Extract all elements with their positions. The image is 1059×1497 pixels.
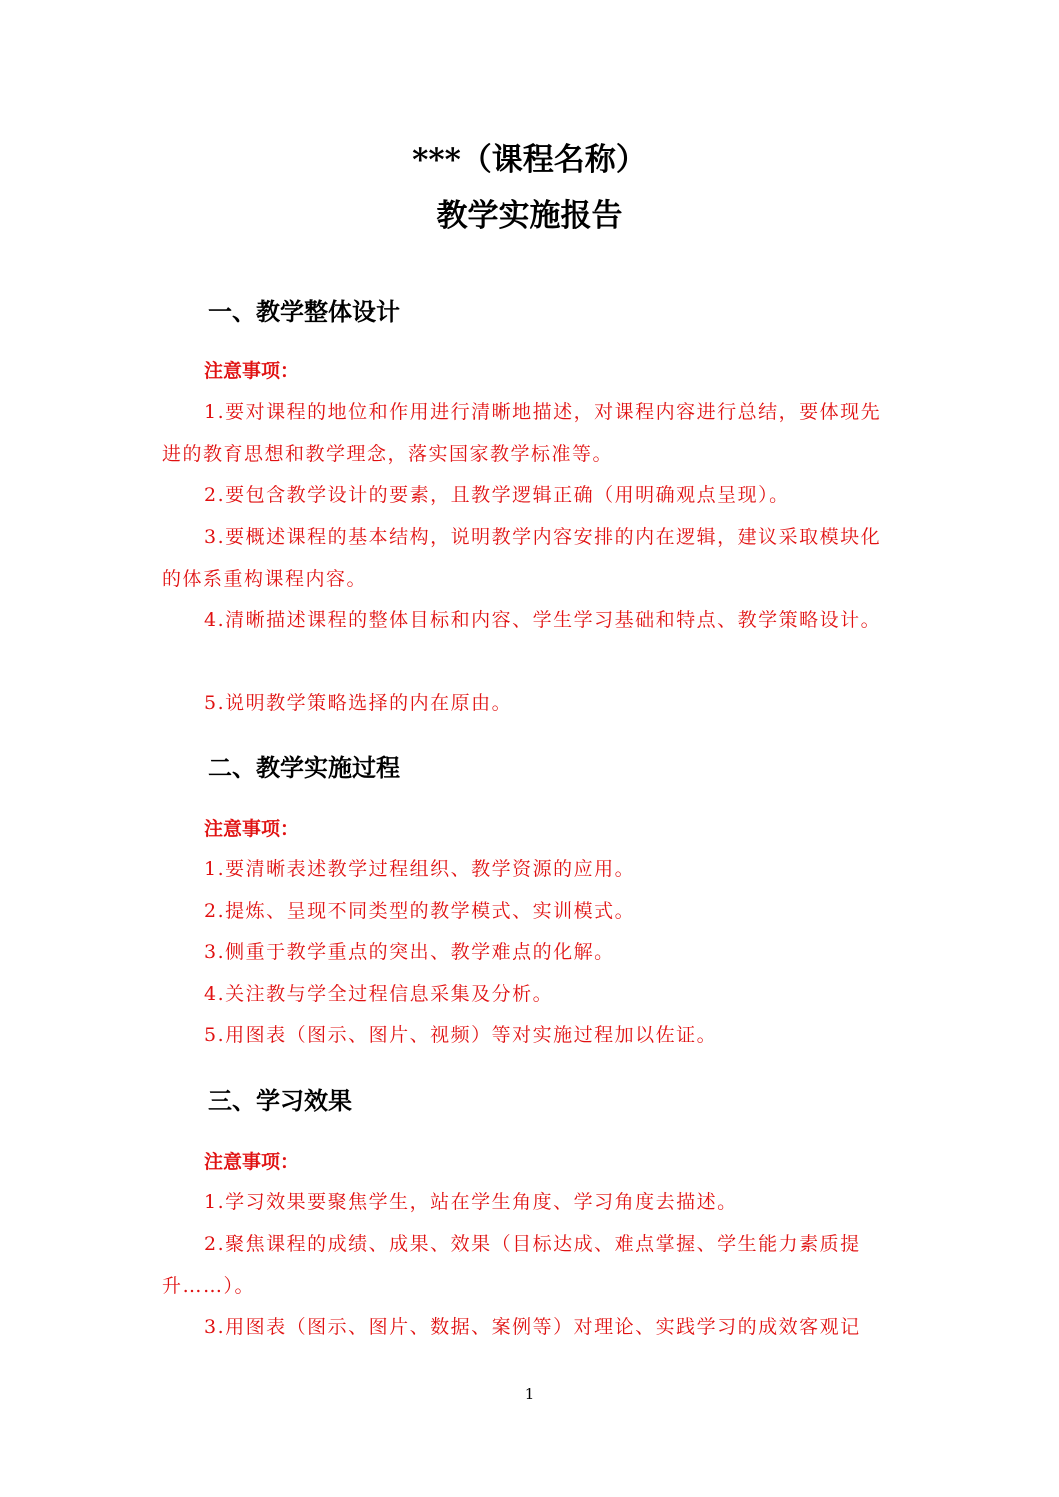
list-item: 2.要包含教学设计的要素，且教学逻辑正确（用明确观点呈现）。 [204,484,790,506]
note-label: 注意事项： [204,1151,300,1173]
list-item: 3.用图表（图示、图片、数据、案例等）对理论、实践学习的成效客观记 [204,1316,861,1338]
note-label: 注意事项： [204,360,300,382]
section-heading: 二、教学实施过程 [208,753,400,782]
section-heading: 三、学习效果 [208,1086,352,1115]
list-item: 1.学习效果要聚焦学生，站在学生角度、学习角度去描述。 [204,1191,738,1213]
document-title-line1: ***（课程名称） [412,142,647,178]
list-item: 1.要对课程的地位和作用进行清晰地描述，对课程内容进行总结，要体现先进的教育思想和教学理念，落实国家教学标准等。 [162,401,882,465]
document-title-line2: 教学实施报告 [436,198,623,234]
list-item: 4.清晰描述课程的整体目标和内容、学生学习基础和特点、教学策略设计。 [204,609,882,631]
list-item: 2.聚焦课程的成绩、成果、效果（目标达成、难点掌握、学生能力素质提升……）。 [162,1233,861,1297]
note-label: 注意事项： [204,818,300,840]
list-item: 5.说明教学策略选择的内在原由。 [204,692,513,714]
list-item: 3.要概述课程的基本结构，说明教学内容安排的内在逻辑，建议采取模块化的体系重构课程内容。 [162,526,882,590]
page-number: 1 [524,1385,535,1403]
list-item: 3.侧重于教学重点的突出、教学难点的化解。 [204,941,615,963]
list-item: 4.关注教与学全过程信息采集及分析。 [204,983,554,1005]
list-item: 1.要清晰表述教学过程组织、教学资源的应用。 [204,858,636,880]
list-item: 2.提炼、呈现不同类型的教学模式、实训模式。 [204,900,636,922]
list-item: 5.用图表（图示、图片、视频）等对实施过程加以佐证。 [204,1024,718,1046]
section-heading: 一、教学整体设计 [208,297,400,326]
